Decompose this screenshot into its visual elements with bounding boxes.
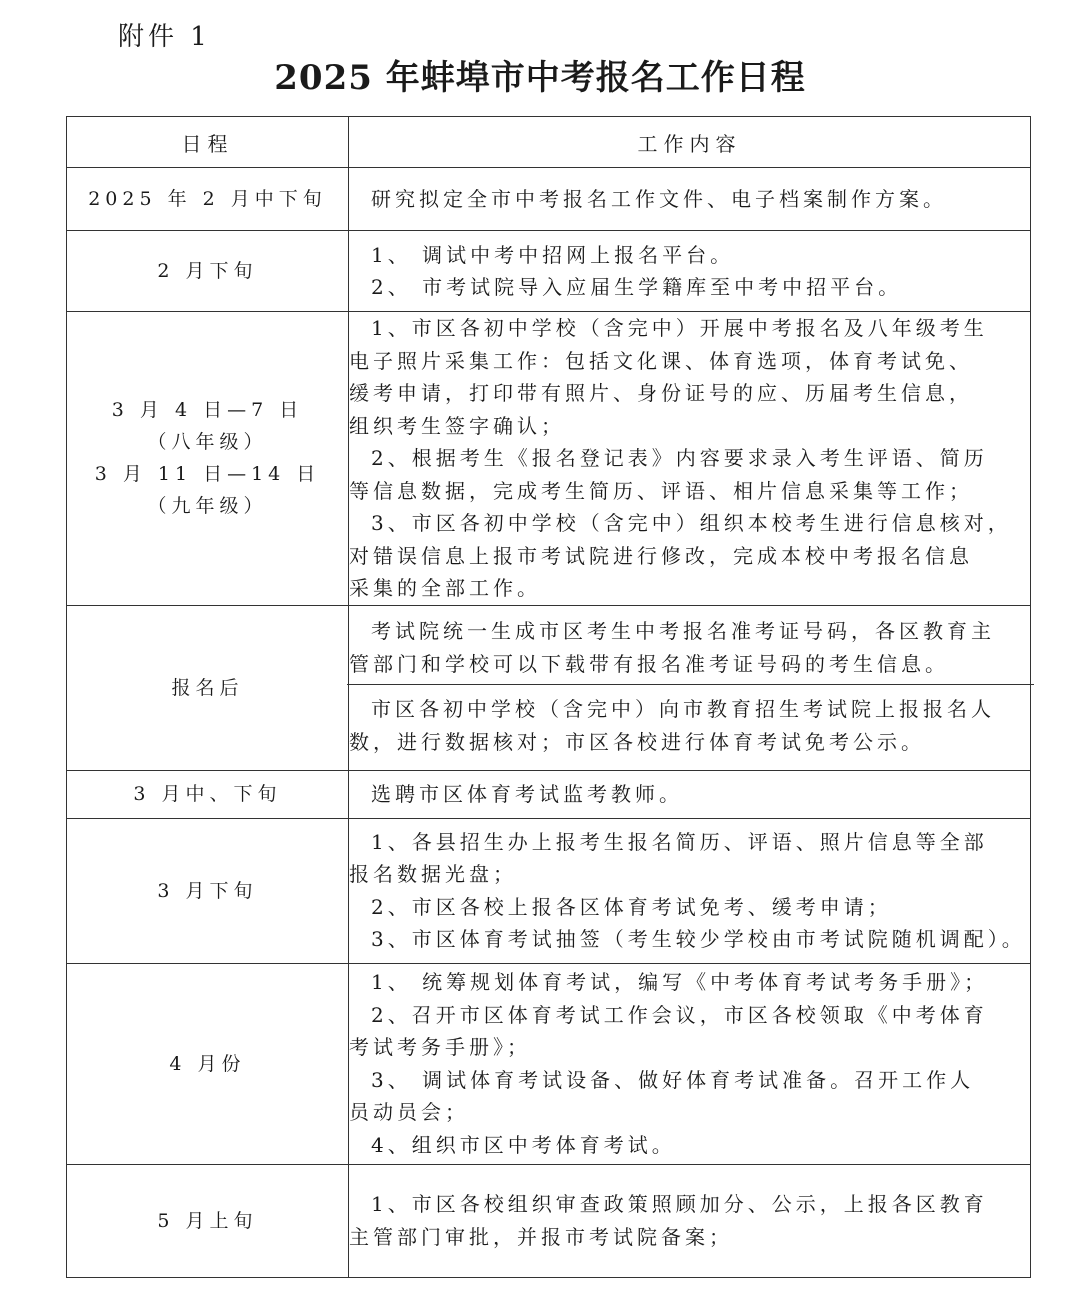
content-line: 4、组织市区中考体育考试。 (371, 1132, 676, 1157)
content-line: 组织考生签字确认； (349, 413, 565, 438)
content-line: 3、市区各初中学校（含完中）组织本校考生进行信息核对， (371, 511, 1012, 535)
content-block (347, 684, 1034, 766)
table-row (67, 818, 1031, 963)
content-line: 数，进行数据核对；市区各校进行体育考试免考公示。 (349, 729, 925, 754)
date-line: 3 月下旬 (157, 879, 258, 902)
date-cell (67, 312, 349, 606)
content-line: 1、 调试中考中招网上报名平台。 (371, 242, 735, 267)
content-line: 2、召开市区体育考试工作会议，市区各校领取《中考体育 (371, 1002, 988, 1027)
table-row (67, 963, 1031, 1164)
content-line: 1、各县招生办上报考生报名简历、评语、照片信息等全部 (371, 829, 988, 854)
content-line: 缓考申请，打印带有照片、身份证号的应、历届考生信息， (349, 381, 973, 405)
content-block (349, 609, 1030, 684)
content-line: 2、根据考生《报名登记表》内容要求录入考生评语、简历 (371, 446, 988, 470)
content-cell (349, 605, 1031, 770)
table-row (67, 1164, 1031, 1277)
content-line: 2、 市考试院导入应届生学籍库至中考中招平台。 (371, 275, 903, 299)
table-row (67, 168, 1031, 231)
content-line: 报名数据光盘； (349, 862, 517, 886)
table-row (67, 312, 1031, 606)
content-line: 主管部门审批，并报市考试院备案； (349, 1224, 733, 1249)
date-line: 2 月下旬 (157, 260, 258, 282)
content-cell (349, 818, 1031, 963)
content-line: 2、市区各校上报各区体育考试免考、缓考申请； (371, 894, 892, 919)
table-header-row (67, 117, 1031, 168)
content-line: 选聘市区体育考试监考教师。 (371, 781, 683, 806)
content-line: 研究拟定全市中考报名工作文件、电子档案制作方案。 (371, 186, 947, 211)
date-cell (67, 231, 349, 312)
date-line: 3 月中、下旬 (133, 783, 282, 805)
content-line: 市区各初中学校（含完中）向市教育招生考试院上报报名人 (371, 697, 995, 721)
header-content: 工作内容 (349, 117, 1031, 168)
date-line: （九年级） (147, 495, 268, 518)
date-cell (67, 605, 349, 770)
content-line: 1、 统筹规划体育考试，编写《中考体育考试考务手册》； (371, 970, 989, 994)
content-line: 员动员会； (349, 1100, 469, 1124)
content-line: 考试考务手册》； (349, 1035, 531, 1059)
content-cell (349, 312, 1031, 606)
content-cell (349, 1164, 1031, 1277)
content-line: 3、市区体育考试抽签（考生较少学校由市考试院随机调配）。 (371, 927, 1026, 951)
table-row (67, 605, 1031, 770)
date-line: 4 月份 (169, 1052, 246, 1075)
schedule-table (66, 116, 1031, 1278)
content-line: 1、市区各初中学校（含完中）开展中考报名及八年级考生 (371, 316, 988, 340)
date-cell (67, 1164, 349, 1277)
content-cell (349, 770, 1031, 818)
date-cell (67, 963, 349, 1164)
date-line: 5 月上旬 (157, 1209, 258, 1232)
content-line: 3、 调试体育考试设备、做好体育考试准备。召开工作人 (371, 1067, 975, 1092)
content-line: 管部门和学校可以下载带有报名准考证号码的考生信息。 (349, 651, 949, 676)
content-cell (349, 168, 1031, 231)
date-line: 2025 年 2 月中下旬 (88, 188, 327, 210)
date-line: 报名后 (171, 676, 244, 699)
date-line: 3 月 11 日—14 日 (94, 463, 321, 486)
date-line: 3 月 4 日—7 日 (111, 399, 304, 422)
content-line: 对错误信息上报市考试院进行修改，完成本校中考报名信息 (349, 543, 973, 568)
content-cell (349, 963, 1031, 1164)
content-cell (349, 231, 1031, 312)
attachment-label: 附件 1 (118, 22, 211, 52)
table-row (67, 770, 1031, 818)
content-line: 考试院统一生成市区考生中考报名准考证号码，各区教育主 (371, 619, 995, 643)
date-cell (67, 818, 349, 963)
content-line: 电子照片采集工作：包括文化课、体育选项，体育考试免、 (349, 348, 973, 373)
date-cell (67, 168, 349, 231)
date-cell (67, 770, 349, 818)
content-line: 等信息数据，完成考生简历、评语、相片信息采集等工作； (349, 478, 973, 503)
document-title: 2025 年蚌埠市中考报名工作日程 (274, 58, 806, 98)
content-line: 采集的全部工作。 (349, 576, 541, 600)
table-row (67, 231, 1031, 312)
date-line: （八年级） (147, 431, 268, 454)
content-line: 1、市区各校组织审查政策照顾加分、公示，上报各区教育 (371, 1192, 988, 1216)
header-date: 日程 (67, 117, 349, 168)
